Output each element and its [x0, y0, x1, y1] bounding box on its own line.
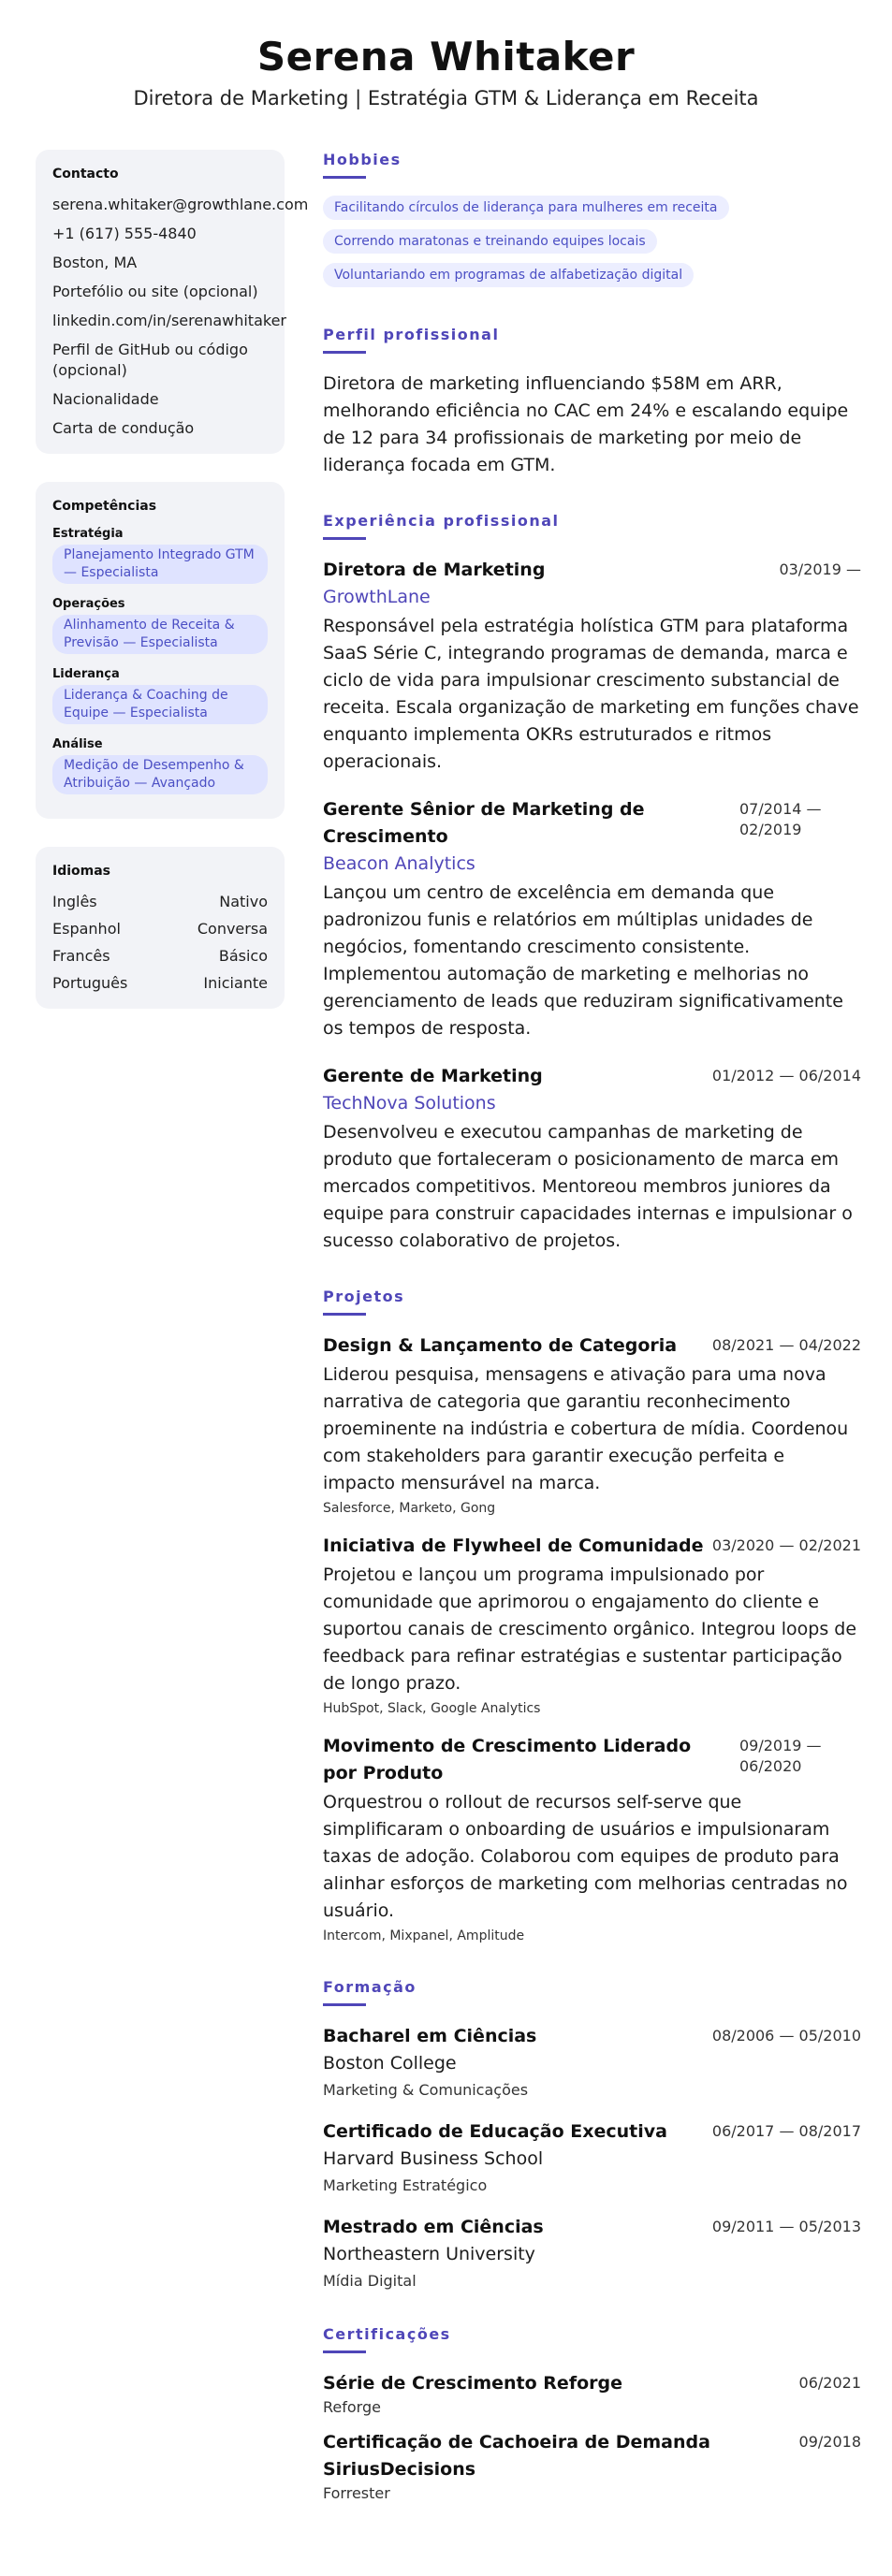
- competency-group: [52, 737, 268, 804]
- education-section: [323, 1977, 861, 2292]
- section-title: Experiência profissional: [323, 512, 560, 530]
- profile-section: [323, 325, 861, 479]
- section-title: Hobbies: [323, 151, 402, 168]
- section-title: Perfil profissional: [323, 326, 500, 343]
- language-name: Espanhol: [52, 920, 121, 938]
- project-tools: Intercom, Mixpanel, Amplitude: [323, 1928, 525, 1943]
- education-date: 08/2006 — 05/2010: [711, 2027, 861, 2045]
- project-tools: HubSpot, Slack, Google Analytics: [323, 1701, 541, 1716]
- certification-entry: [323, 2429, 861, 2504]
- contact-license: Carta de condução: [52, 419, 195, 437]
- competency-skill: Alinhamento de Receita & Previsão — Especialista: [52, 615, 268, 654]
- competency-skill: Planejamento Integrado GTM — Especialista: [52, 545, 268, 584]
- hobby-tag: Correndo maratonas e treinando equipes locais: [323, 229, 657, 254]
- certification-entry: [323, 2370, 861, 2418]
- contact-linkedin[interactable]: linkedin.com/in/serenawhitaker: [52, 312, 286, 329]
- project-entry: [323, 1332, 861, 1518]
- language-row: [52, 919, 268, 939]
- field-of-study: Marketing Estratégico: [323, 2176, 488, 2194]
- experience-entry: [323, 557, 861, 776]
- hobby-list: [323, 196, 861, 297]
- competencies-title: Competências: [52, 499, 157, 514]
- candidate-headline: Diretora de Marketing | Estratégia GTM & Liderança em Receita: [133, 87, 759, 109]
- section-title: Projetos: [323, 1288, 405, 1305]
- project-description: Liderou pesquisa, mensagens e ativação para uma nova narrativa de categoria que garantiu reconhecimento proeminente na indústria e cobertura de mídia. Coordenou com stakeholders para garantir execução perfeita e impacto mensurável na marca.: [323, 1364, 849, 1493]
- project-tools: Salesforce, Marketo, Gong: [323, 1501, 496, 1516]
- contact-title: Contacto: [52, 167, 119, 182]
- education-entry: [323, 2023, 861, 2102]
- competency-category: Análise: [52, 737, 103, 751]
- section-divider: [323, 1313, 366, 1316]
- job-title: Gerente de Marketing: [323, 1066, 543, 1086]
- language-row: [52, 946, 268, 967]
- project-name: Iniciativa de Flywheel de Comunidade: [323, 1535, 704, 1556]
- project-date: 08/2021 — 04/2022: [711, 1336, 861, 1354]
- hobbies-section: [323, 150, 861, 297]
- section-divider: [323, 2003, 366, 2006]
- contact-nationality: Nacionalidade: [52, 390, 159, 408]
- languages-title: Idiomas: [52, 864, 111, 879]
- certification-issuer: Forrester: [323, 2484, 390, 2502]
- project-entry: [323, 1733, 861, 1945]
- project-description: Projetou e lançou um programa impulsionado por comunidade que aprimorou o engajamento do cliente e suportou canais de crescimento orgânico. Integrou loops de feedback para refinar estratégias e sustentar participação de longo prazo.: [323, 1565, 857, 1694]
- language-level: Iniciante: [203, 974, 268, 992]
- contact-portfolio: Portefólio ou site (opcional): [52, 283, 258, 300]
- job-date: 01/2012 — 06/2014: [711, 1067, 861, 1084]
- education-date: 09/2011 — 05/2013: [711, 2218, 861, 2235]
- education-entry: [323, 2118, 861, 2197]
- certifications-section: [323, 2324, 861, 2504]
- section-title: Formação: [323, 1978, 417, 1996]
- company-name: Beacon Analytics: [323, 853, 475, 874]
- section-divider: [323, 176, 366, 179]
- contact-github: Perfil de GitHub ou código (opcional): [52, 341, 248, 379]
- project-name: Movimento de Crescimento Liderado por Produto: [323, 1736, 692, 1783]
- degree-name: Bacharel em Ciências: [323, 2026, 537, 2046]
- profile-summary: Diretora de marketing influenciando $58M em ARR, melhorando eficiência no CAC em 24% e escalando equipe de 12 para 34 profissionais de marketing por meio de liderança focada em GTM.: [323, 373, 849, 475]
- main-content: [323, 150, 861, 2504]
- school-name: Boston College: [323, 2053, 457, 2074]
- experience-section: [323, 511, 861, 1255]
- resume-header: [0, 0, 892, 112]
- contact-card: [36, 150, 309, 454]
- school-name: Northeastern University: [323, 2244, 535, 2264]
- degree-name: Certificado de Educação Executiva: [323, 2121, 667, 2142]
- competency-category: Estratégia: [52, 527, 124, 541]
- section-divider: [323, 537, 366, 540]
- certification-name: Certificação de Cachoeira de Demanda SiriusDecisions: [323, 2432, 710, 2480]
- language-name: Português: [52, 974, 128, 992]
- job-date: 03/2019 —: [779, 560, 861, 578]
- section-divider: [323, 351, 366, 354]
- competency-skill: Liderança & Coaching de Equipe — Especialista: [52, 685, 268, 724]
- language-row: [52, 973, 268, 994]
- projects-section: [323, 1287, 861, 1945]
- hobby-tag: Voluntariando em programas de alfabetização digital: [323, 263, 694, 287]
- languages-card: [36, 847, 285, 1009]
- job-title: Diretora de Marketing: [323, 560, 546, 580]
- language-name: Francês: [52, 947, 110, 965]
- job-title: Gerente Sênior de Marketing de Crescimento: [323, 799, 645, 847]
- certification-issuer: Reforge: [323, 2398, 381, 2416]
- job-date: 07/2014 — 02/2019: [739, 800, 822, 838]
- competency-group: [52, 527, 268, 593]
- field-of-study: Marketing & Comunicações: [323, 2081, 529, 2099]
- contact-location: Boston, MA: [52, 254, 138, 271]
- language-level: Conversa: [197, 920, 268, 938]
- certification-name: Série de Crescimento Reforge: [323, 2373, 622, 2394]
- project-description: Orquestrou o rollout de recursos self-serve que simplificaram o onboarding de usuários e impulsionaram taxas de adoção. Colaborou com equipes de produto para alinhar esforços de marketing com melhorias centradas no usuário.: [323, 1792, 848, 1921]
- experience-entry: [323, 1063, 861, 1255]
- company-name: GrowthLane: [323, 587, 431, 607]
- job-description: Desenvolveu e executou campanhas de marketing de produto que fortaleceram o posicionamento de marca em mercados competitivos. Mentoreou membros juniores da equipe para construir capacidades internas e impulsionar o sucesso colaborativo de projetos.: [323, 1122, 853, 1251]
- section-divider: [323, 2350, 366, 2353]
- hobby-tag: Facilitando círculos de liderança para mulheres em receita: [323, 196, 729, 220]
- project-entry: [323, 1533, 861, 1718]
- language-row: [52, 892, 268, 912]
- degree-name: Mestrado em Ciências: [323, 2217, 544, 2237]
- competency-category: Liderança: [52, 667, 120, 681]
- contact-email[interactable]: serena.whitaker@growthlane.com: [52, 196, 309, 213]
- language-name: Inglês: [52, 893, 97, 910]
- project-date: 03/2020 — 02/2021: [711, 1536, 861, 1554]
- job-description: Responsável pela estratégia holística GTM para plataforma SaaS Série C, integrando programas de demanda, marca e ciclo de vida para impulsionar crescimento substancial de receita. Escala organização de marketing em funções chave enquanto implementa OKRs estruturados e ritmos operacionais.: [323, 616, 859, 772]
- competency-category: Operações: [52, 597, 125, 611]
- certification-date: 09/2018: [798, 2433, 861, 2451]
- education-date: 06/2017 — 08/2017: [711, 2122, 861, 2140]
- candidate-name: Serena Whitaker: [256, 34, 636, 80]
- company-name: TechNova Solutions: [323, 1093, 496, 1113]
- experience-entry: [323, 796, 861, 1042]
- contact-phone: +1 (617) 555-4840: [52, 225, 197, 242]
- competencies-card: [36, 482, 285, 819]
- language-level: Nativo: [219, 893, 268, 910]
- education-entry: [323, 2214, 861, 2292]
- certification-date: 06/2021: [798, 2374, 861, 2392]
- competency-group: [52, 667, 268, 734]
- competency-group: [52, 597, 268, 663]
- field-of-study: Mídia Digital: [323, 2272, 417, 2290]
- competency-skill: Medição de Desempenho & Atribuição — Avançado: [52, 755, 268, 794]
- section-title: Certificações: [323, 2325, 451, 2343]
- job-description: Lançou um centro de excelência em demanda que padronizou funis e relatórios em múltiplas unidades de negócios, fomentando crescimento consistente. Implementou automação de marketing e melhorias no gerenciamento de leads que reduziram significativamente os tempos de resposta.: [323, 882, 843, 1039]
- sidebar: [36, 150, 309, 1037]
- project-date: 09/2019 — 06/2020: [739, 1737, 822, 1775]
- school-name: Harvard Business School: [323, 2148, 544, 2169]
- project-name: Design & Lançamento de Categoria: [323, 1335, 678, 1356]
- language-level: Básico: [218, 947, 268, 965]
